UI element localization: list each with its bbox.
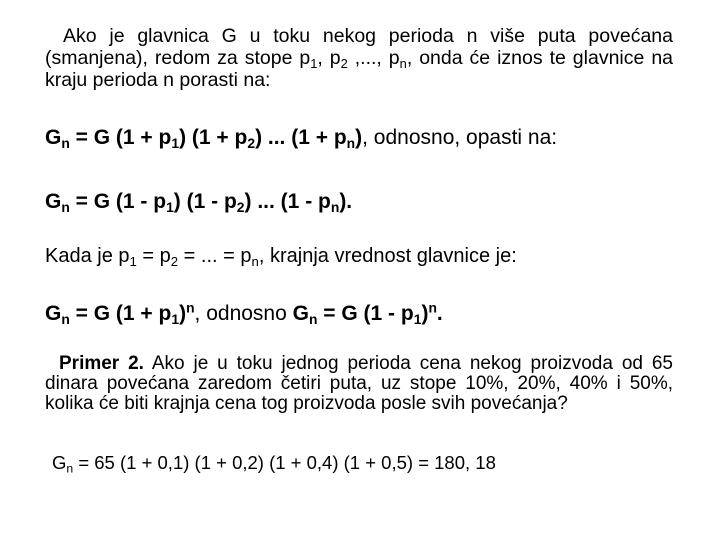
intro-text: , onda će iznos te glavnice na kraju perioda n porasti na: [45,47,674,91]
formula-note: , odnosno [194,302,293,325]
example-label: Primer 2. [59,353,144,374]
formula-text: . [436,302,443,325]
formula-text: = G (1 + p [69,126,172,149]
intro-text: , p [317,47,341,69]
formula-equal-rates [45,299,673,328]
subscript: n [61,135,70,152]
subscript: n [61,199,70,216]
formula-text: G [45,190,62,213]
subscript: 1 [413,311,422,328]
subscript: 2 [247,135,256,152]
formula-text: ) (1 - p [173,190,237,213]
subscript: n [399,55,407,71]
subscript: n [346,135,356,152]
formula-text: G [292,302,309,325]
formula-text: = G (1 - p [317,302,414,325]
subscript: 1 [171,135,180,152]
subscript: n [61,311,70,328]
subscript: n [251,253,259,269]
formula-text: G [45,126,62,149]
example-paragraph [45,354,673,414]
example-solution [52,452,680,474]
formula-text: ) ... (1 + p [255,126,347,149]
condition-text: = p [136,245,171,267]
formula-text: ) [421,302,429,325]
solution-text: G [52,452,67,473]
formula-text: ) (1 + p [179,126,248,149]
formula-text: ) [179,302,187,325]
subscript: 2 [340,55,348,71]
formula-note: , odnosno, opasti na: [362,126,558,149]
formula-text: ) [355,126,363,149]
subscript: 1 [166,199,174,216]
subscript: 2 [236,199,245,216]
subscript: 1 [171,311,180,328]
equal-rates-condition [45,245,673,268]
subscript: n [308,311,318,328]
superscript: n [186,299,195,316]
condition-text: Kada je p [45,245,130,267]
intro-text: ,..., p [347,47,400,69]
formula-text: = G (1 + p [69,302,172,325]
formula-text: ) ... (1 - p [244,190,331,213]
formula-text: ). [339,190,353,213]
subscript: 1 [129,253,137,269]
condition-text: = ... = p [178,245,252,267]
formula-decline [45,190,673,214]
example-text: Ako je u toku jednog perioda cena nekog proizvoda od 65 dinara povećana zaredom četiri puta, uz stope 10%, 20%, 40% i 50%, kolika će biti krajnja cena tog proizvoda posle svih povećanja? [45,353,673,414]
solution-text: = 65 (1 + 0,1) (1 + 0,2) (1 + 0,4) (1 + 0,5) = 180, 18 [73,452,496,473]
subscript: 1 [310,55,318,71]
formula-growth [45,126,673,150]
intro-text: Ako je glavnica G u toku nekog perioda n više puta povećana (smanjena), redom za stope p [45,25,673,69]
subscript: n [66,461,74,476]
superscript: n [428,299,437,316]
subscript: 2 [170,253,179,269]
condition-text: , krajnja vrednost glavnice je: [258,245,517,267]
intro-paragraph [45,25,673,91]
formula-text: = G (1 - p [69,190,167,213]
formula-text: G [45,302,62,325]
subscript: n [330,199,340,216]
